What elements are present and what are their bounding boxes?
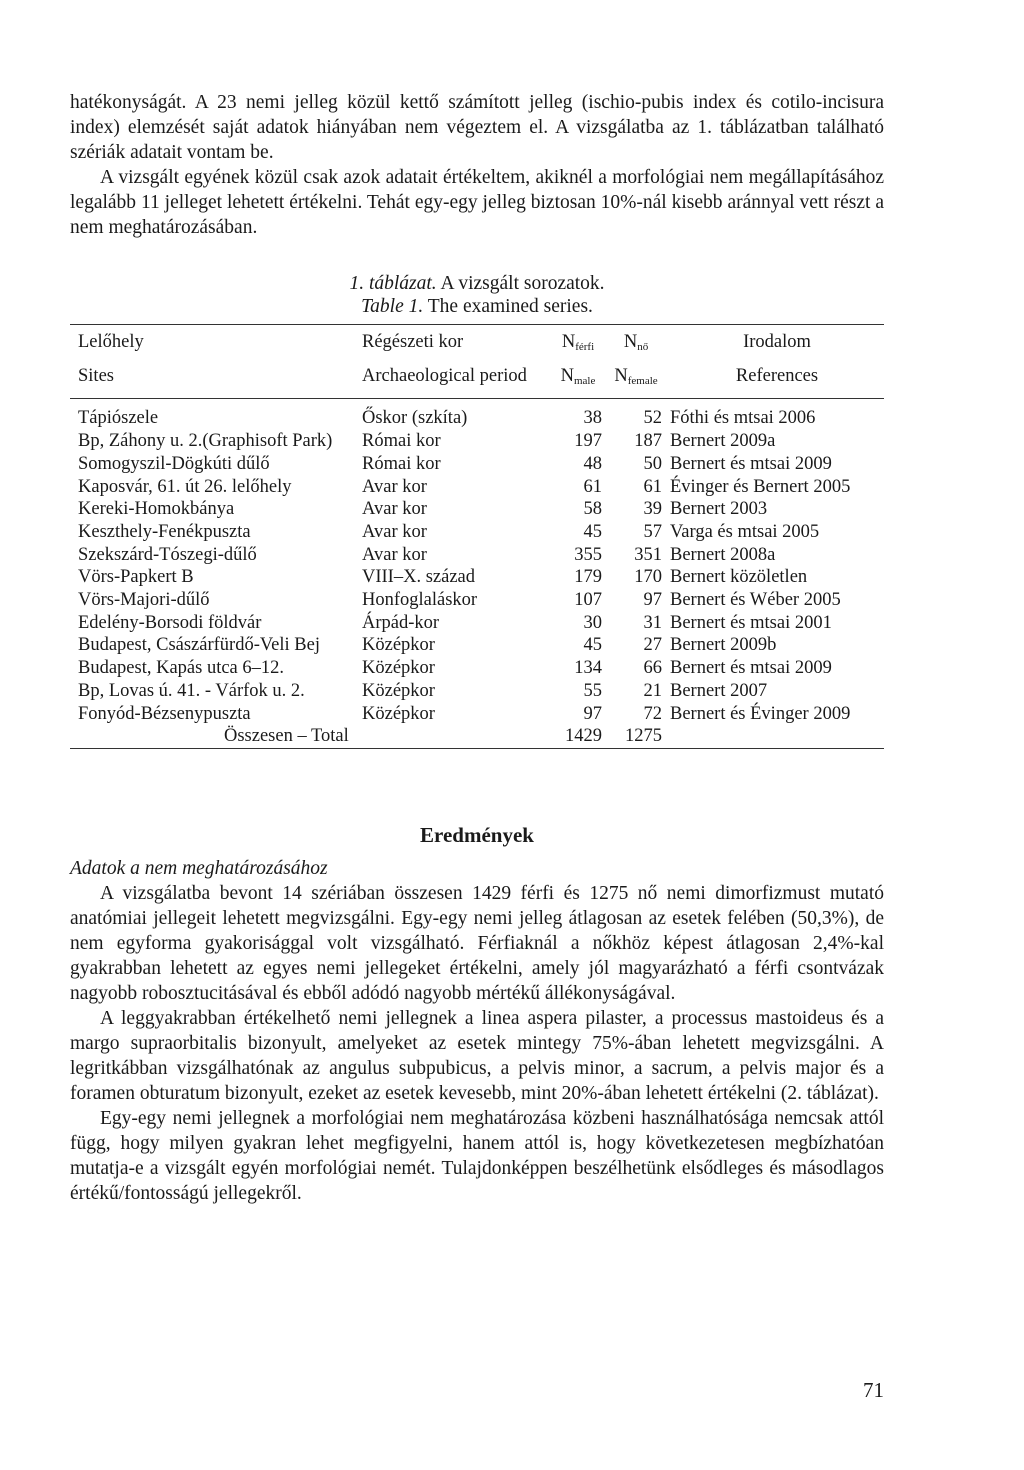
cell-male: 61 [583, 476, 602, 497]
table-row [70, 453, 884, 476]
cell-ref: Bernert és Wéber 2005 [670, 590, 841, 611]
cell-female: 50 [643, 453, 662, 474]
cell-period: Őskor (szkíta) [362, 408, 468, 429]
body-paragraph-2: A leggyakrabban értékelhető nemi jellegnek a linea aspera pilaster, a processus mastoideus és a margo supraorbitalis bizonyult, amelyeket az esetek mintegy 75%-ában lehetett megvizsgálni. A legritkábban vizsgálhatónak az angulus subpubicus, a pelvis minor, a sacrum, a pelvis major és a foramen obturatum bizonyult, ezeket az esetek kevesebb, mint 20%-ában lehetett értékelni (2. táblázat). [70, 1007, 884, 1104]
header-n-female-hu: $N_{nő}$ [623, 332, 649, 353]
cell-female: 21 [643, 680, 662, 701]
table-row [70, 476, 884, 499]
cell-male: 55 [583, 680, 602, 701]
page-number: 71 [863, 1378, 884, 1402]
cell-female: 39 [643, 499, 662, 520]
cell-male: 30 [583, 612, 602, 633]
cell-male: 134 [574, 658, 602, 679]
cell-site: Kaposvár, 61. út 26. lelőhely [78, 476, 292, 497]
cell-period: Középkor [362, 635, 435, 656]
cell-site: Edelény-Borsodi földvár [78, 612, 262, 633]
cell-period: Avar kor [362, 521, 427, 542]
intro-paragraph-2: A vizsgált egyének közül csak azok adatait értékeltem, akiknél a morfológiai nem megállapításához legalább 11 jelleget lehetett értékelni. Tehát egy-egy jelleg biztosan 10%-nál kisebb aránnyal vett részt a nem meghatározásában. [70, 167, 884, 238]
section-title: Eredmények [420, 822, 534, 847]
cell-male: 97 [583, 703, 602, 724]
cell-ref: Bernert 2008a [670, 544, 776, 565]
cell-site: Szekszárd-Tószegi-dűlő [78, 544, 257, 565]
cell-female: 66 [643, 658, 662, 679]
cell-site: Tápiószele [78, 408, 159, 429]
cell-ref: Bernert 2009b [670, 635, 777, 656]
cell-site: Vörs-Papkert B [78, 567, 194, 588]
cell-period: Avar kor [362, 499, 427, 520]
cell-ref: Bernert és mtsai 2009 [670, 658, 832, 679]
cell-ref: Bernert 2007 [670, 680, 768, 701]
cell-female: 27 [643, 635, 662, 656]
cell-female: 52 [643, 408, 662, 429]
header-n-male-en: $N_{male}$ [546, 359, 602, 399]
total-male: 1429 [546, 725, 602, 748]
cell-site: Somogyszil-Dögkúti dűlő [78, 453, 270, 474]
cell-period: Római kor [362, 431, 441, 452]
caption-hu-text: A vizsgált sorozatok. [440, 273, 605, 294]
table-row [70, 544, 884, 567]
table-total-row [70, 725, 884, 748]
table-row [70, 566, 884, 589]
header-period-en: Archaeological period [354, 359, 546, 399]
cell-site: Kereki-Homokbánya [78, 499, 235, 520]
cell-ref: Bernert közöletlen [670, 567, 808, 588]
caption-en-text: The examined series. [427, 296, 593, 317]
cell-ref: Fóthi és mtsai 2006 [670, 408, 816, 429]
cell-female: 72 [643, 703, 662, 724]
table-header-row-hu [70, 325, 884, 359]
table-caption [70, 272, 884, 318]
cell-male: 38 [583, 408, 602, 429]
cell-site: Bp, Lovas ú. 41. - Várfok u. 2. [78, 680, 305, 701]
table-row [70, 498, 884, 521]
series-table [70, 324, 884, 749]
cell-site: Vörs-Majori-dűlő [78, 590, 210, 611]
total-label: Összesen – Total [70, 725, 546, 748]
cell-period: Középkor [362, 703, 435, 724]
cell-period: Középkor [362, 680, 435, 701]
table-row [70, 430, 884, 453]
table-header-row-en [70, 359, 884, 399]
cell-male: 179 [574, 567, 602, 588]
page-body [70, 90, 884, 1206]
caption-hu-number: 1. táblázat. [349, 273, 437, 294]
table-row [70, 521, 884, 544]
cell-period: Árpád-kor [362, 612, 440, 633]
header-site-en: Sites [70, 359, 354, 399]
cell-site: Bp, Záhony u. 2.(Graphisoft Park) [78, 431, 333, 452]
total-female: 1275 [602, 725, 662, 748]
cell-period: Honfoglaláskor [362, 590, 478, 611]
caption-en-number: Table 1. [361, 296, 424, 317]
cell-female: 31 [643, 612, 662, 633]
cell-site: Budapest, Császárfürdő-Veli Bej [78, 635, 320, 656]
header-period-hu: Régészeti kor [362, 332, 464, 352]
cell-female: 61 [643, 476, 662, 497]
cell-ref: Varga és mtsai 2005 [670, 521, 820, 542]
cell-site: Fonyód-Bézsenypuszta [78, 703, 251, 724]
cell-period: Avar kor [362, 544, 427, 565]
header-ref-hu: Irodalom [743, 332, 811, 352]
intro-paragraph-1: hatékonyságát. A 23 nemi jelleg közül kettő számított jelleg (ischio-pubis index és cotilo-incisura index) elemzését saját adatok hiányában nem végeztem el. A vizsgálatba az 1. táblázatban található szériák adatait vontam be. [70, 92, 884, 163]
cell-site: Budapest, Kapás utca 6–12. [78, 658, 285, 679]
table-row [70, 612, 884, 635]
cell-male: 107 [574, 590, 602, 611]
cell-male: 45 [583, 635, 602, 656]
cell-male: 355 [574, 544, 602, 565]
cell-male: 197 [574, 431, 602, 452]
table-row [70, 703, 884, 726]
cell-ref: Bernert és mtsai 2001 [670, 612, 832, 633]
cell-ref: Bernert 2009a [670, 431, 776, 452]
cell-ref: Bernert és mtsai 2009 [670, 453, 832, 474]
table-row [70, 589, 884, 612]
cell-male: 45 [583, 521, 602, 542]
cell-female: 351 [634, 544, 662, 565]
cell-period: VIII–X. század [362, 567, 475, 588]
cell-period: Középkor [362, 658, 435, 679]
cell-ref: Évinger és Bernert 2005 [670, 476, 851, 497]
cell-ref: Bernert és Évinger 2009 [670, 703, 851, 724]
subsection-title: Adatok a nem meghatározásához [70, 857, 328, 879]
header-n-female-en: $N_{female}$ [602, 359, 662, 399]
table-row [70, 657, 884, 680]
cell-female: 187 [634, 431, 662, 452]
table-row [70, 399, 884, 430]
header-ref-en: References [662, 359, 884, 399]
total-ref-empty [662, 725, 884, 748]
body-paragraph-1: A vizsgálatba bevont 14 szériában összesen 1429 férfi és 1275 nő nemi dimorfizmust mutató anatómiai jellegeit lehetett megvizsgálni. Egy-egy nemi jelleg átlagosan az esetek felében (50,3%), de nem egyforma gyakorisággal volt vizsgálható. Férfiaknál a nőkhöz képest átlagosan 2,4%-kal gyakrabban lehetett az egyes nemi jellegeket értékelni, amely jól magyarázható a férfi csontvázak nagyobb robosztucitásával és ebből adódó nagyobb mértékű állékonyságával. [70, 882, 884, 1004]
cell-period: Avar kor [362, 476, 427, 497]
header-site-hu: Lelőhely [78, 332, 144, 352]
cell-male: 58 [583, 499, 602, 520]
table-row [70, 634, 884, 657]
cell-period: Római kor [362, 453, 441, 474]
header-n-male-hu: $N_{férfi}$ [561, 332, 595, 353]
cell-ref: Bernert 2003 [670, 499, 768, 520]
cell-female: 57 [643, 521, 662, 542]
cell-female: 170 [634, 567, 662, 588]
table-row [70, 680, 884, 703]
body-paragraph-3: Egy-egy nemi jellegnek a morfológiai nem meghatározása közbeni használhatósága nemcsak attól függ, hogy milyen gyakran lehet megfigyelni, hanem attól is, hogy következetesen megbízhatóan mutatja-e a vizsgált egyén morfológiai nemét. Tulajdonképpen beszélhetünk elsődleges és másodlagos értékű/fontosságú jellegekről. [70, 1107, 884, 1204]
cell-female: 97 [643, 590, 662, 611]
cell-male: 48 [583, 453, 602, 474]
cell-site: Keszthely-Fenékpuszta [78, 521, 251, 542]
